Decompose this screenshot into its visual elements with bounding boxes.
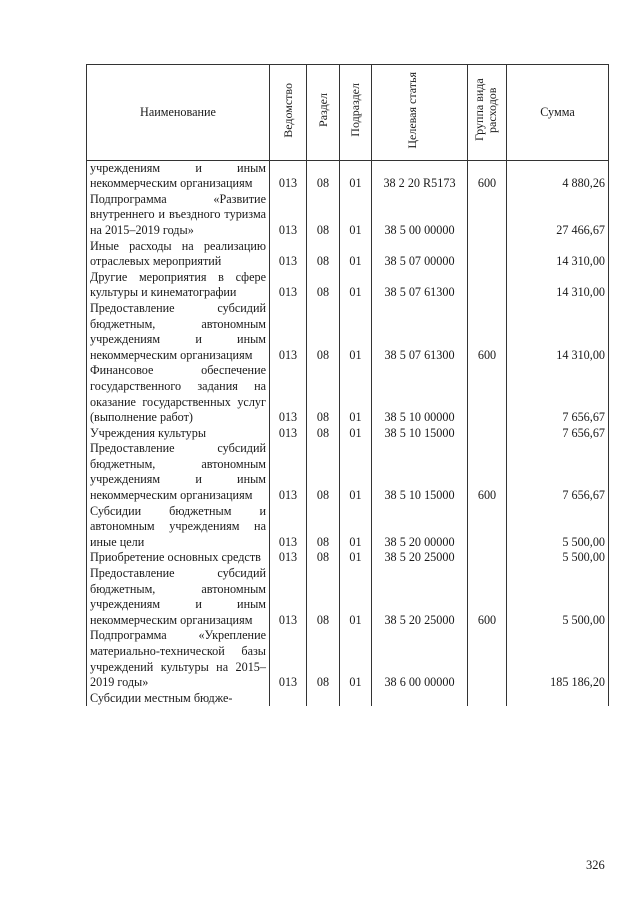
row-subsection: 01 — [340, 270, 372, 301]
row-target: 38 2 20 R5173 — [372, 160, 468, 192]
table-row — [87, 192, 609, 239]
row-dept: 013 — [270, 426, 307, 442]
row-subsection: 01 — [340, 426, 372, 442]
row-section: 08 — [307, 441, 340, 503]
row-target: 38 5 10 15000 — [372, 426, 468, 442]
table-row — [87, 691, 609, 707]
table-row — [87, 566, 609, 628]
row-group: 600 — [468, 160, 507, 192]
row-name: Предоставление субсидий бюджетным, автономным учреждениям и иным некоммерческим организациям — [87, 566, 270, 628]
row-subsection: 01 — [340, 301, 372, 363]
row-section: 08 — [307, 504, 340, 551]
row-subsection: 01 — [340, 504, 372, 551]
row-sum: 7 656,67 — [507, 363, 609, 425]
row-group — [468, 628, 507, 690]
row-sum: 5 500,00 — [507, 550, 609, 566]
row-group — [468, 691, 507, 707]
row-section: 08 — [307, 628, 340, 690]
row-subsection: 01 — [340, 192, 372, 239]
row-section: 08 — [307, 160, 340, 192]
row-dept — [270, 691, 307, 707]
table-row — [87, 239, 609, 270]
table-row — [87, 550, 609, 566]
row-name: Иные расходы на реализацию отраслевых мероприятий — [87, 239, 270, 270]
row-subsection: 01 — [340, 441, 372, 503]
row-sum: 14 310,00 — [507, 270, 609, 301]
row-subsection: 01 — [340, 363, 372, 425]
row-name: Предоставление субсидий бюджетным, автономным учреждениям и иным некоммерческим организациям — [87, 441, 270, 503]
row-name: Подпрограмма «Укрепление материально-технической базы учреждений культуры на 2015–2019 годы» — [87, 628, 270, 690]
row-name: Приобретение основных средств — [87, 550, 270, 566]
row-target: 38 5 20 25000 — [372, 550, 468, 566]
row-section: 08 — [307, 239, 340, 270]
row-target: 38 5 20 25000 — [372, 566, 468, 628]
row-dept: 013 — [270, 363, 307, 425]
row-section: 08 — [307, 426, 340, 442]
table-row — [87, 301, 609, 363]
row-target: 38 5 00 00000 — [372, 192, 468, 239]
row-name: Субсидии бюджетным и автономным учреждениям на иные цели — [87, 504, 270, 551]
row-target: 38 5 20 00000 — [372, 504, 468, 551]
table-row — [87, 426, 609, 442]
row-dept: 013 — [270, 504, 307, 551]
row-section: 08 — [307, 363, 340, 425]
row-sum: 14 310,00 — [507, 301, 609, 363]
table-row — [87, 628, 609, 690]
row-subsection: 01 — [340, 550, 372, 566]
header-section: Раздел — [307, 65, 340, 161]
row-group: 600 — [468, 301, 507, 363]
row-subsection — [340, 691, 372, 707]
row-section: 08 — [307, 550, 340, 566]
table-header-row — [87, 65, 609, 161]
header-target: Целевая статья — [372, 65, 468, 161]
table-row — [87, 363, 609, 425]
row-sum: 5 500,00 — [507, 504, 609, 551]
row-sum: 27 466,67 — [507, 192, 609, 239]
row-sum: 4 880,26 — [507, 160, 609, 192]
row-section: 08 — [307, 192, 340, 239]
table-row — [87, 160, 609, 192]
row-group: 600 — [468, 441, 507, 503]
row-name: учреждениям и иным некоммерческим организациям — [87, 160, 270, 192]
header-dept: Ведомство — [270, 65, 307, 161]
row-name: Подпрограмма «Развитие внутреннего и въездного туризма на 2015–2019 годы» — [87, 192, 270, 239]
row-sum: 185 186,20 — [507, 628, 609, 690]
row-dept: 013 — [270, 550, 307, 566]
row-group — [468, 192, 507, 239]
row-group — [468, 239, 507, 270]
row-subsection: 01 — [340, 628, 372, 690]
header-group: Группа вида расходов — [468, 65, 507, 161]
page-number: 326 — [586, 858, 605, 872]
row-sum: 5 500,00 — [507, 566, 609, 628]
table-row — [87, 504, 609, 551]
table-row — [87, 270, 609, 301]
row-target: 38 5 07 61300 — [372, 270, 468, 301]
row-subsection: 01 — [340, 239, 372, 270]
row-dept: 013 — [270, 160, 307, 192]
row-target: 38 5 10 00000 — [372, 363, 468, 425]
row-section: 08 — [307, 301, 340, 363]
row-group — [468, 504, 507, 551]
row-subsection: 01 — [340, 566, 372, 628]
row-name: Предоставление субсидий бюджетным, автономным учреждениям и иным некоммерческим организациям — [87, 301, 270, 363]
row-sum: 14 310,00 — [507, 239, 609, 270]
row-target: 38 5 07 61300 — [372, 301, 468, 363]
row-subsection: 01 — [340, 160, 372, 192]
row-target: 38 5 07 00000 — [372, 239, 468, 270]
row-group: 600 — [468, 566, 507, 628]
row-dept: 013 — [270, 566, 307, 628]
row-sum: 7 656,67 — [507, 426, 609, 442]
table-row — [87, 441, 609, 503]
row-name: Другие мероприятия в сфере культуры и кинематографии — [87, 270, 270, 301]
row-dept: 013 — [270, 192, 307, 239]
row-section — [307, 691, 340, 707]
row-name: Финансовое обеспечение государственного задания на оказание государственных услуг (выполнение работ) — [87, 363, 270, 425]
header-subsection: Подраздел — [340, 65, 372, 161]
header-name: Наименование — [87, 65, 270, 161]
row-group — [468, 363, 507, 425]
row-target — [372, 691, 468, 707]
row-target: 38 5 10 15000 — [372, 441, 468, 503]
row-dept: 013 — [270, 628, 307, 690]
row-dept: 013 — [270, 301, 307, 363]
header-sum: Сумма — [507, 65, 609, 161]
row-target: 38 6 00 00000 — [372, 628, 468, 690]
row-name: Учреждения культуры — [87, 426, 270, 442]
row-section: 08 — [307, 270, 340, 301]
row-dept: 013 — [270, 441, 307, 503]
row-dept: 013 — [270, 270, 307, 301]
row-dept: 013 — [270, 239, 307, 270]
row-group — [468, 550, 507, 566]
row-group — [468, 426, 507, 442]
row-sum: 7 656,67 — [507, 441, 609, 503]
row-sum — [507, 691, 609, 707]
row-group — [468, 270, 507, 301]
row-name: Субсидии местным бюдже- — [87, 691, 270, 707]
budget-table — [86, 64, 609, 706]
row-section: 08 — [307, 566, 340, 628]
